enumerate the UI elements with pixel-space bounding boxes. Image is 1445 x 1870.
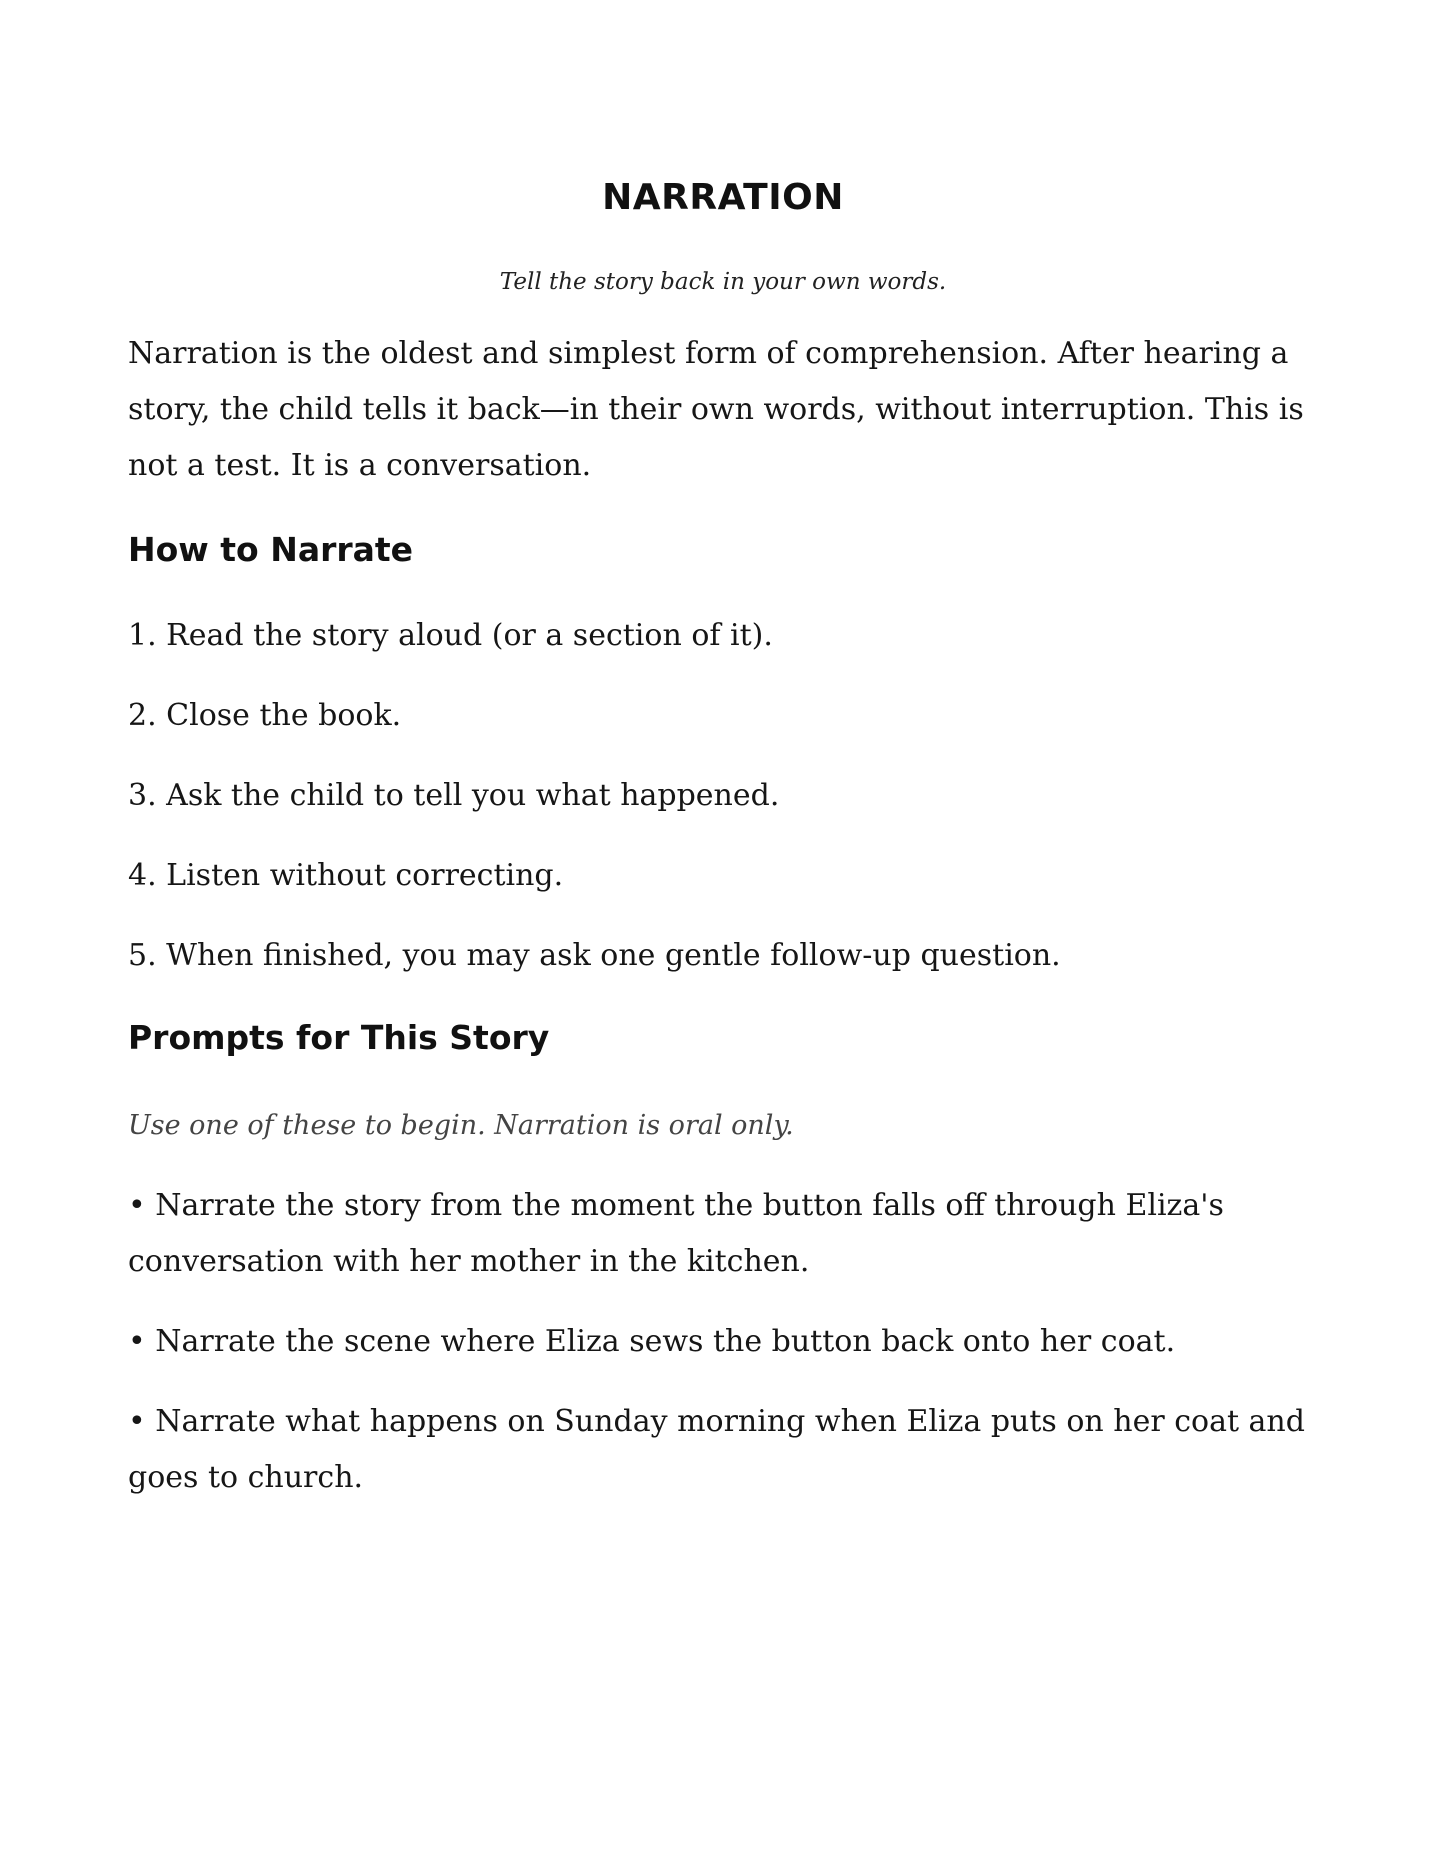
step-item: 1. Read the story aloud (or a section of it).: [128, 618, 773, 653]
step-item: 2. Close the book.: [128, 698, 402, 733]
step-item: 3. Ask the child to tell you what happened.: [128, 778, 780, 813]
prompts-heading: Prompts for This Story: [128, 1018, 550, 1057]
prompt-item: • Narrate the story from the moment the button falls off through Eliza's conversation with her mother in the kitchen.: [128, 1188, 1224, 1279]
intro-paragraph: Narration is the oldest and simplest form of comprehension. After hearing a story, the child tells it back—in their own words, without interruption. This is not a test. It is a conversation.: [128, 336, 1304, 483]
prompt-item: • Narrate what happens on Sunday morning when Eliza puts on her coat and goes to church.: [128, 1404, 1305, 1495]
page-subtitle: Tell the story back in your own words.: [499, 269, 947, 295]
prompts-note: Use one of these to begin. Narration is oral only.: [128, 1110, 794, 1141]
step-item: 5. When finished, you may ask one gentle follow-up question.: [128, 938, 1061, 973]
document-page: [128, 0, 1318, 1870]
prompt-item: • Narrate the scene where Eliza sews the button back onto her coat.: [128, 1324, 1176, 1359]
how-to-narrate-heading: How to Narrate: [128, 530, 414, 569]
step-item: 4. Listen without correcting.: [128, 858, 564, 893]
page-title: NARRATION: [602, 177, 844, 218]
